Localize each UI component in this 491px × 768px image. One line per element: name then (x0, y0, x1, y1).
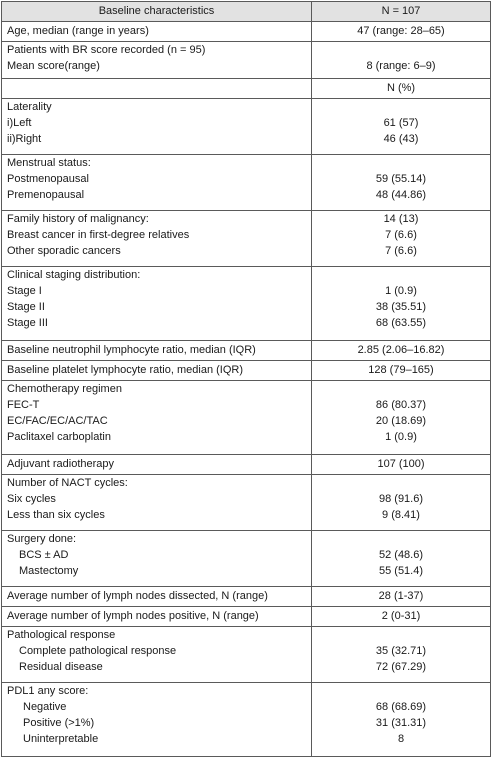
characteristic-value (312, 627, 490, 643)
table-row (2, 22, 491, 42)
characteristic-value: 9 (8.41) (382, 509, 420, 521)
value-cell (312, 99, 491, 155)
table-row (2, 587, 491, 607)
characteristic-label: FEC-T (7, 399, 40, 411)
characteristic-value: 47 (range: 28–65) (357, 25, 445, 37)
table-row (2, 607, 491, 627)
characteristic-value: 128 (79–165) (368, 364, 434, 376)
characteristic-label: Patients with BR score recorded (n = 95) (7, 44, 206, 56)
characteristic-label: BCS ± AD (19, 549, 69, 561)
characteristic-value (312, 99, 490, 115)
characteristic-label: Residual disease (19, 661, 103, 673)
characteristic-value: 46 (43) (383, 133, 419, 145)
characteristic-value: 61 (57) (383, 117, 419, 129)
characteristic-label: Pathological response (7, 629, 116, 641)
characteristic-label: Negative (23, 701, 67, 713)
characteristic-cell (2, 627, 312, 683)
characteristic-value (312, 531, 490, 547)
characteristic-value (312, 42, 490, 58)
characteristic-value: 2 (0-31) (381, 610, 421, 622)
characteristic-cell (2, 22, 312, 42)
characteristic-value (312, 381, 490, 397)
characteristic-label: Number of NACT cycles: (7, 477, 128, 489)
characteristic-cell (2, 361, 312, 381)
characteristic-label: Complete pathological response (19, 645, 177, 657)
characteristic-label: PDL1 any score: (7, 685, 89, 697)
characteristic-cell (2, 79, 312, 99)
baseline-characteristics-table (1, 1, 491, 757)
characteristic-value (312, 267, 490, 283)
characteristic-value: 1 (0.9) (385, 285, 417, 297)
characteristic-value: 59 (55.14) (375, 173, 427, 185)
value-cell (312, 475, 491, 531)
table-row (2, 381, 491, 455)
characteristic-label: Stage II (7, 301, 45, 313)
value-cell (312, 42, 491, 79)
table-body (2, 22, 491, 757)
characteristic-label: Premenopausal (7, 189, 85, 201)
characteristic-value (312, 475, 490, 491)
value-cell (312, 155, 491, 211)
characteristic-value: 35 (32.71) (375, 645, 427, 657)
characteristic-cell (2, 475, 312, 531)
characteristic-cell (2, 99, 312, 155)
characteristic-value (312, 155, 490, 171)
table-row (2, 79, 491, 99)
characteristic-label: Stage I (7, 285, 42, 297)
value-cell (312, 627, 491, 683)
value-cell (312, 381, 491, 455)
characteristic-value: N (%) (386, 82, 416, 94)
table-row (2, 627, 491, 683)
characteristic-label: Postmenopausal (7, 173, 89, 185)
characteristic-label: Menstrual status: (7, 157, 91, 169)
characteristic-label: Mean score(range) (7, 60, 100, 72)
characteristic-value: 8 (397, 733, 405, 745)
characteristic-value: 7 (6.6) (385, 229, 417, 241)
characteristic-value: 72 (67.29) (375, 661, 427, 673)
characteristic-label: Laterality (7, 101, 52, 113)
table-header-row (2, 2, 491, 22)
characteristic-label: Stage III (7, 317, 48, 329)
characteristic-label: Adjuvant radiotherapy (7, 458, 115, 470)
table-row (2, 155, 491, 211)
value-cell (312, 211, 491, 267)
characteristic-label: Paclitaxel carboplatin (7, 431, 111, 443)
characteristic-label: Other sporadic cancers (7, 245, 121, 257)
characteristic-value: 52 (48.6) (378, 549, 424, 561)
value-cell (312, 683, 491, 757)
characteristic-label: Age, median (range in years) (7, 25, 149, 37)
characteristic-value: 98 (91.6) (378, 493, 424, 505)
characteristic-label: Chemotherapy regimen (7, 383, 122, 395)
value-cell (312, 79, 491, 99)
characteristic-label: Six cycles (7, 493, 56, 505)
characteristic-label: Family history of malignancy: (7, 213, 149, 225)
characteristic-cell (2, 455, 312, 475)
characteristic-cell (2, 587, 312, 607)
value-cell (312, 531, 491, 587)
characteristic-label: Average number of lymph nodes positive, N (range) (7, 610, 259, 622)
characteristic-cell (2, 211, 312, 267)
characteristic-label: ii)Right (7, 133, 42, 145)
characteristic-cell (2, 607, 312, 627)
table-row (2, 267, 491, 341)
value-cell (312, 587, 491, 607)
value-cell (312, 267, 491, 341)
characteristic-cell (2, 683, 312, 757)
characteristic-value: 86 (80.37) (375, 399, 427, 411)
header-characteristics: Baseline characteristics (2, 2, 312, 22)
characteristic-value: 55 (51.4) (378, 565, 424, 577)
characteristic-label: Mastectomy (19, 565, 79, 577)
table-row (2, 99, 491, 155)
value-cell (312, 361, 491, 381)
value-cell (312, 22, 491, 42)
table-row (2, 341, 491, 361)
characteristic-value: 7 (6.6) (385, 245, 417, 257)
table-row (2, 361, 491, 381)
characteristic-value: 107 (100) (377, 458, 425, 470)
value-cell (312, 455, 491, 475)
characteristic-value: 68 (63.55) (375, 317, 427, 329)
characteristic-cell (2, 341, 312, 361)
characteristic-label: Uninterpretable (23, 733, 99, 745)
characteristic-value: 28 (1-37) (378, 590, 424, 602)
characteristic-label: Baseline platelet lymphocyte ratio, median (IQR) (7, 364, 243, 376)
characteristic-cell (2, 381, 312, 455)
characteristic-value: 8 (range: 6–9) (366, 60, 436, 72)
characteristic-label: Surgery done: (7, 533, 77, 545)
characteristic-value: 31 (31.31) (375, 717, 427, 729)
characteristic-value: 68 (68.69) (375, 701, 427, 713)
characteristic-label: EC/FAC/EC/AC/TAC (7, 415, 108, 427)
characteristic-label: i)Left (7, 117, 32, 129)
characteristic-label (7, 79, 311, 96)
characteristic-value: 14 (13) (383, 213, 419, 225)
characteristic-value (312, 683, 490, 699)
table-row (2, 211, 491, 267)
table-row (2, 455, 491, 475)
characteristic-value: 20 (18.69) (375, 415, 427, 427)
table-row (2, 683, 491, 757)
characteristic-value: 1 (0.9) (385, 431, 417, 443)
characteristic-label: Breast cancer in first-degree relatives (7, 229, 190, 241)
value-cell (312, 607, 491, 627)
characteristic-cell (2, 267, 312, 341)
value-cell (312, 341, 491, 361)
characteristic-cell (2, 42, 312, 79)
header-count: N = 107 (312, 2, 491, 22)
characteristic-cell (2, 531, 312, 587)
table-row (2, 42, 491, 79)
characteristic-label: Average number of lymph nodes dissected, N (range) (7, 590, 268, 602)
table-row (2, 475, 491, 531)
characteristic-value: 2.85 (2.06–16.82) (357, 344, 445, 356)
characteristic-label: Clinical staging distribution: (7, 269, 141, 281)
characteristic-value: 38 (35.51) (375, 301, 427, 313)
characteristic-cell (2, 155, 312, 211)
characteristic-value: 48 (44.86) (375, 189, 427, 201)
characteristic-label: Baseline neutrophil lymphocyte ratio, median (IQR) (7, 344, 256, 356)
table-row (2, 531, 491, 587)
characteristic-label: Less than six cycles (7, 509, 105, 521)
characteristic-label: Positive (>1%) (23, 717, 95, 729)
